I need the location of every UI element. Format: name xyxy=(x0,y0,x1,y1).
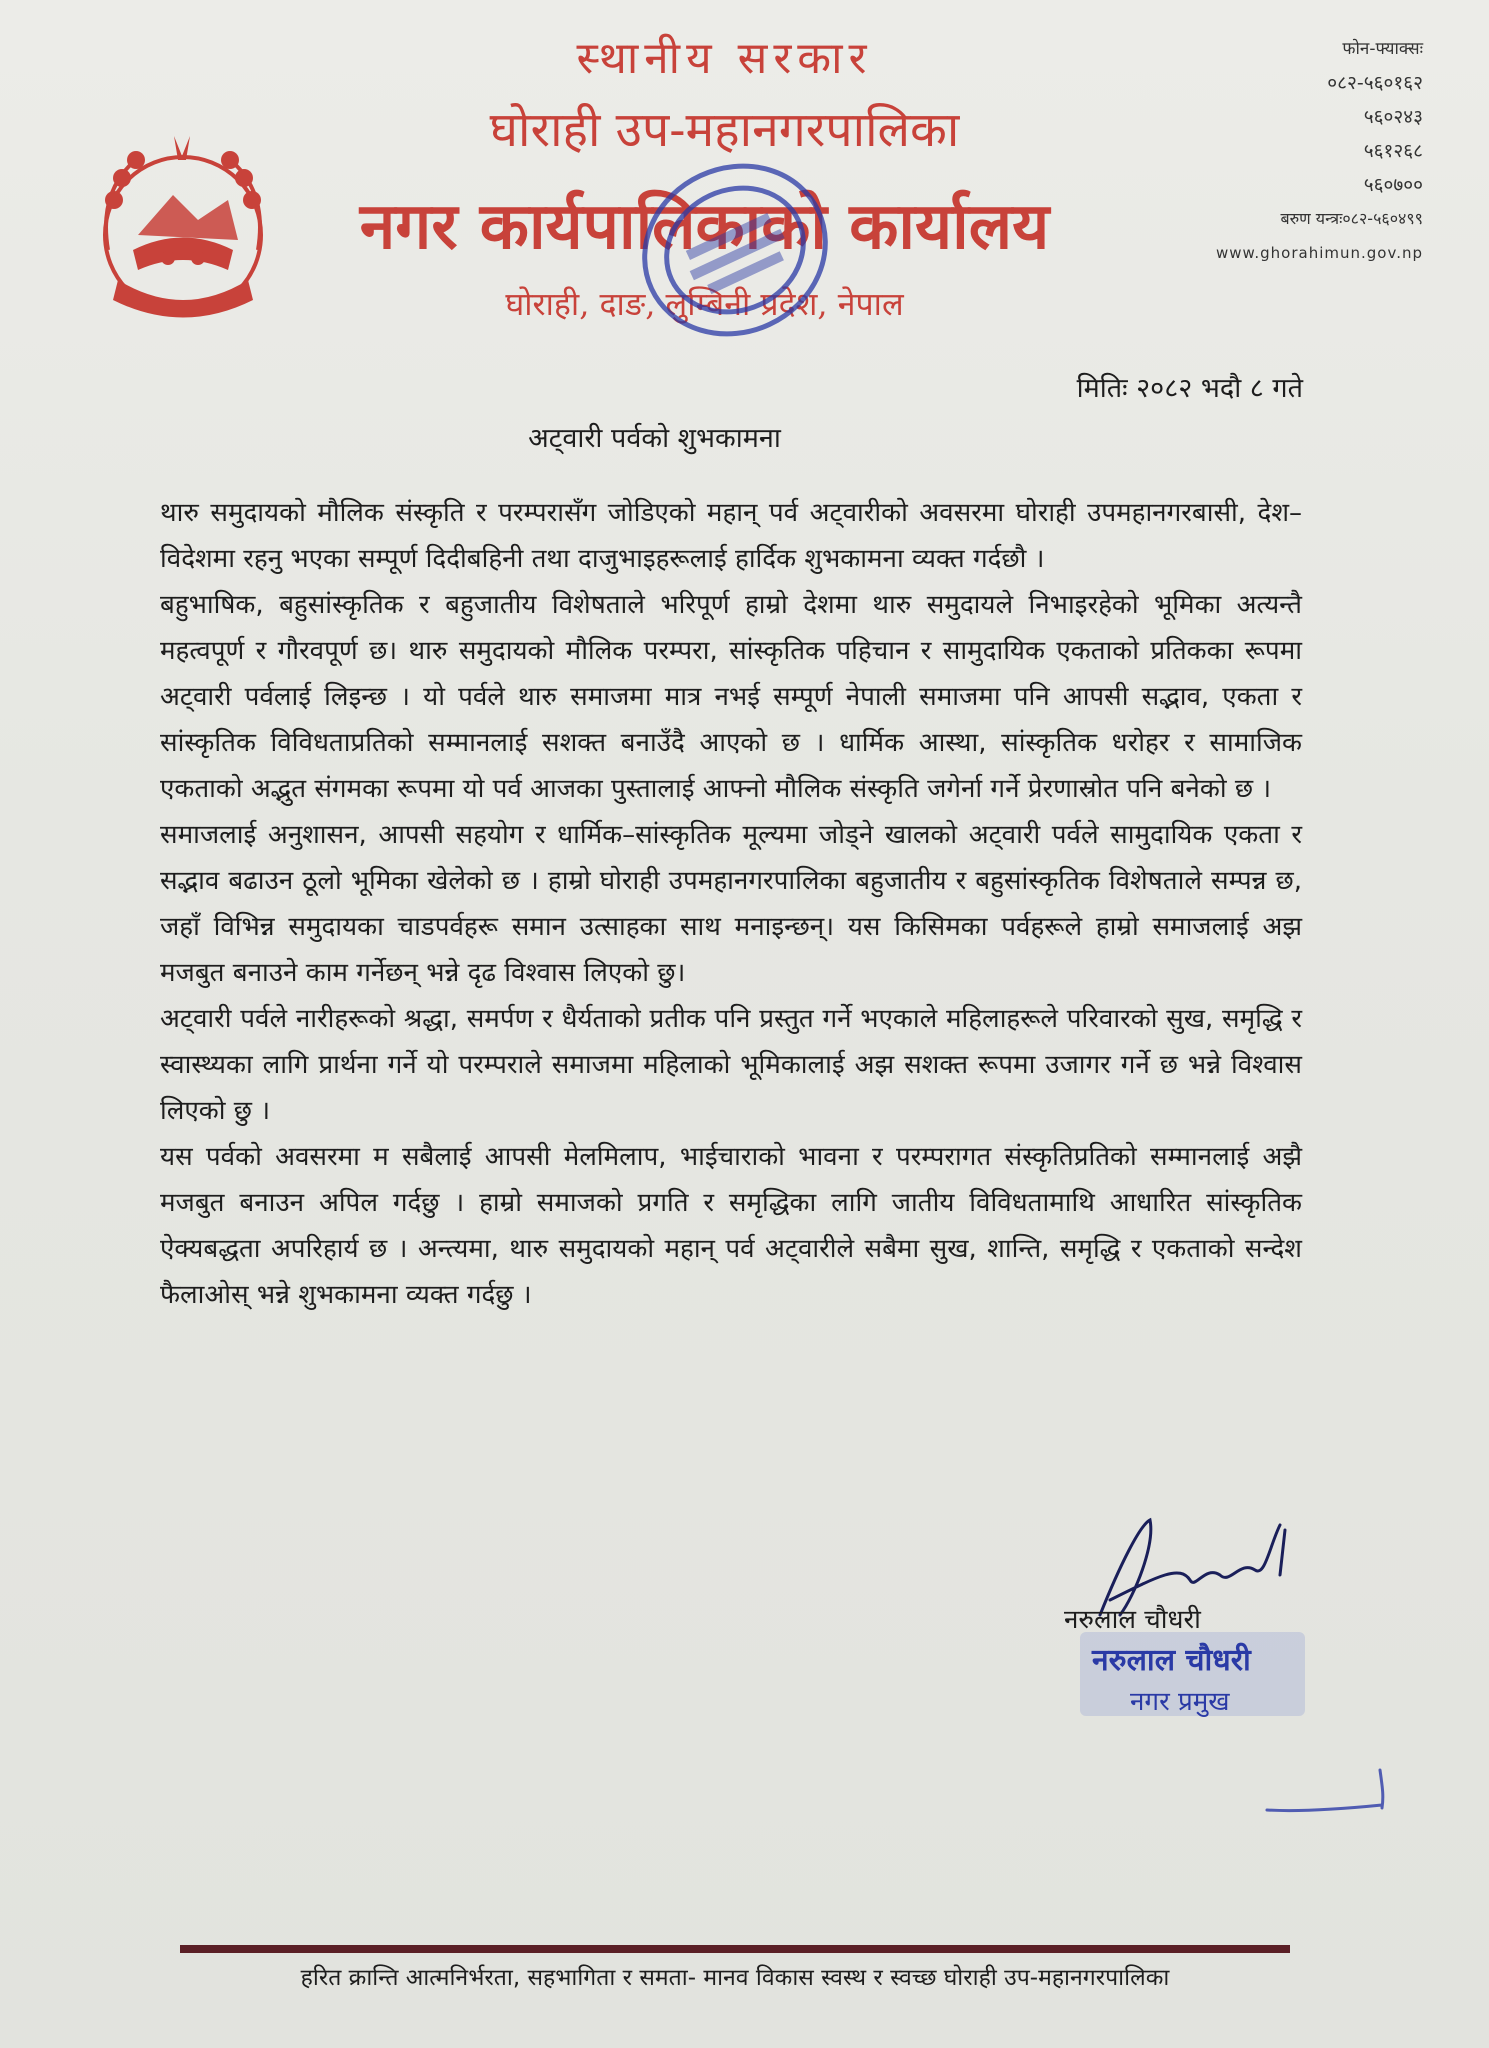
signatory-title: नगर प्रमुख xyxy=(1130,1687,1230,1717)
body-paragraph: थारु समुदायको मौलिक संस्कृति र परम्परासँग जोडिएको महान् पर्व अट्वारीको अवसरमा घोराही उपमहानगरबासी, देश–विदेशमा रहनु भएका सम्पूर्ण दिदीबहिनी तथा दाजुभाइहरूलाई हार्दिक शुभकामना व्यक्त गर्दछौ । xyxy=(160,498,1302,574)
contact-block xyxy=(1163,32,1423,270)
footer-slogan: हरित क्रान्ति आत्मनिर्भरता, सहभागिता र समता- मानव विकास स्वस्थ र स्वच्छ घोराही उप-महानगरपालिका xyxy=(300,1965,1170,1991)
header-line-office: नगर कार्यपालिकाको कार्यालय xyxy=(359,189,1050,264)
signatory-name: नरुलाल चौधरी xyxy=(1064,1605,1201,1635)
header-line-address: घोराही, दाङ, लुम्बिनी प्रदेश, नेपाल xyxy=(505,285,904,323)
header-line-municipality: घोराही उप-महानगरपालिका xyxy=(489,102,960,158)
phone-number: ५६१२६८ xyxy=(1363,140,1423,162)
office-stamp-icon xyxy=(630,150,840,350)
body-paragraph: समाजलाई अनुशासन, आपसी सहयोग र धार्मिक–सांस्कृतिक मूल्यमा जोड्ने खालको अट्वारी पर्वले सामुदायिक एकता र सद्भाव बढाउन ठूलो भूमिका खेलेको छ । हाम्रो घोराही उपमहानगरपालिका बहुजातीय र बहुसांस्कृतिक विशेषताले सम्पन्न छ, जहाँ विभिन्न समुदायका चाडपर्वहरू समान उत्साहका साथ मनाइन्छन्। यस किसिमका पर्वहरूले हाम्रो समाजलाई अझ मजबुत बनाउने काम गर्नेछन् भन्ने दृढ विश्वास लिएको छु। xyxy=(160,820,1302,988)
header-line-local-government: स्थानीय सरकार xyxy=(576,33,873,84)
pen-mark-icon xyxy=(1262,1760,1402,1820)
body-paragraph: अट्वारी पर्वले नारीहरूको श्रद्धा, समर्पण र धैर्यताको प्रतीक पनि प्रस्तुत गर्ने भएकाले महिलाहरूले परिवारको सुख, समृद्धि र स्वास्थ्यका लागि प्रार्थना गर्ने यो परम्पराले समाजमा महिलाको भूमिकालाई अझ सशक्त रूपमा उजागर गर्ने छ भन्ने विश्वास लिएको छु । xyxy=(160,1004,1302,1126)
footer-divider xyxy=(180,1945,1290,1953)
website: www.ghorahimun.gov.np xyxy=(1215,244,1423,262)
phone-number: ५६०२४३ xyxy=(1363,106,1423,128)
letter-date: मितिः २०८२ भदौ ८ गते xyxy=(1076,373,1303,404)
phone-number: ०८२-५६०१६२ xyxy=(1327,72,1423,94)
letter-subject: अट्वारी पर्वको शुभकामना xyxy=(528,423,781,454)
fax-number: बरुण यन्त्रः०८२-५६०४९९ xyxy=(1280,209,1423,228)
letter-body xyxy=(160,490,1302,1318)
phone-label: फोन-फ्याक्सः xyxy=(1342,39,1423,59)
phone-number: ५६०७०० xyxy=(1363,174,1423,196)
body-paragraph: बहुभाषिक, बहुसांस्कृतिक र बहुजातीय विशेषताले भरिपूर्ण हाम्रो देशमा थारु समुदायले निभाइरहेको भूमिका अत्यन्तै महत्वपूर्ण र गौरवपूर्ण छ। थारु समुदायको मौलिक परम्परा, सांस्कृतिक पहिचान र सामुदायिक एकताको प्रतिकका रूपमा अट्वारी पर्वलाई लिइन्छ । यो पर्वले थारु समाजमा मात्र नभई सम्पूर्ण नेपाली समाजमा पनि आपसी सद्भाव, एकता र सांस्कृतिक विविधताप्रतिको सम्मानलाई सशक्त बनाउँदै आएको छ । धार्मिक आस्था, सांस्कृतिक धरोहर र सामाजिक एकताको अद्भुत संगमका रूपमा यो पर्व आजका पुस्तालाई आफ्नो मौलिक संस्कृति जगेर्ना गर्ने प्रेरणास्रोत पनि बनेको छ । xyxy=(160,590,1302,804)
stamp-name: नरुलाल चौधरी xyxy=(1092,1643,1251,1678)
body-paragraph: यस पर्वको अवसरमा म सबैलाई आपसी मेलमिलाप, भाईचाराको भावना र परम्परागत संस्कृतिप्रतिको सम्मानलाई अझै मजबुत बनाउन अपिल गर्दछु । हाम्रो समाजको प्रगति र समृद्धिका लागि जातीय विविधतामाथि आधारित सांस्कृतिक ऐक्यबद्धता अपरिहार्य छ । अन्त्यमा, थारु समुदायको महान् पर्व अट्वारीले सबैमा सुख, शान्ति, समृद्धि र एकताको सन्देश फैलाओस् भन्ने शुभकामना व्यक्त गर्दछु । xyxy=(160,1142,1302,1310)
